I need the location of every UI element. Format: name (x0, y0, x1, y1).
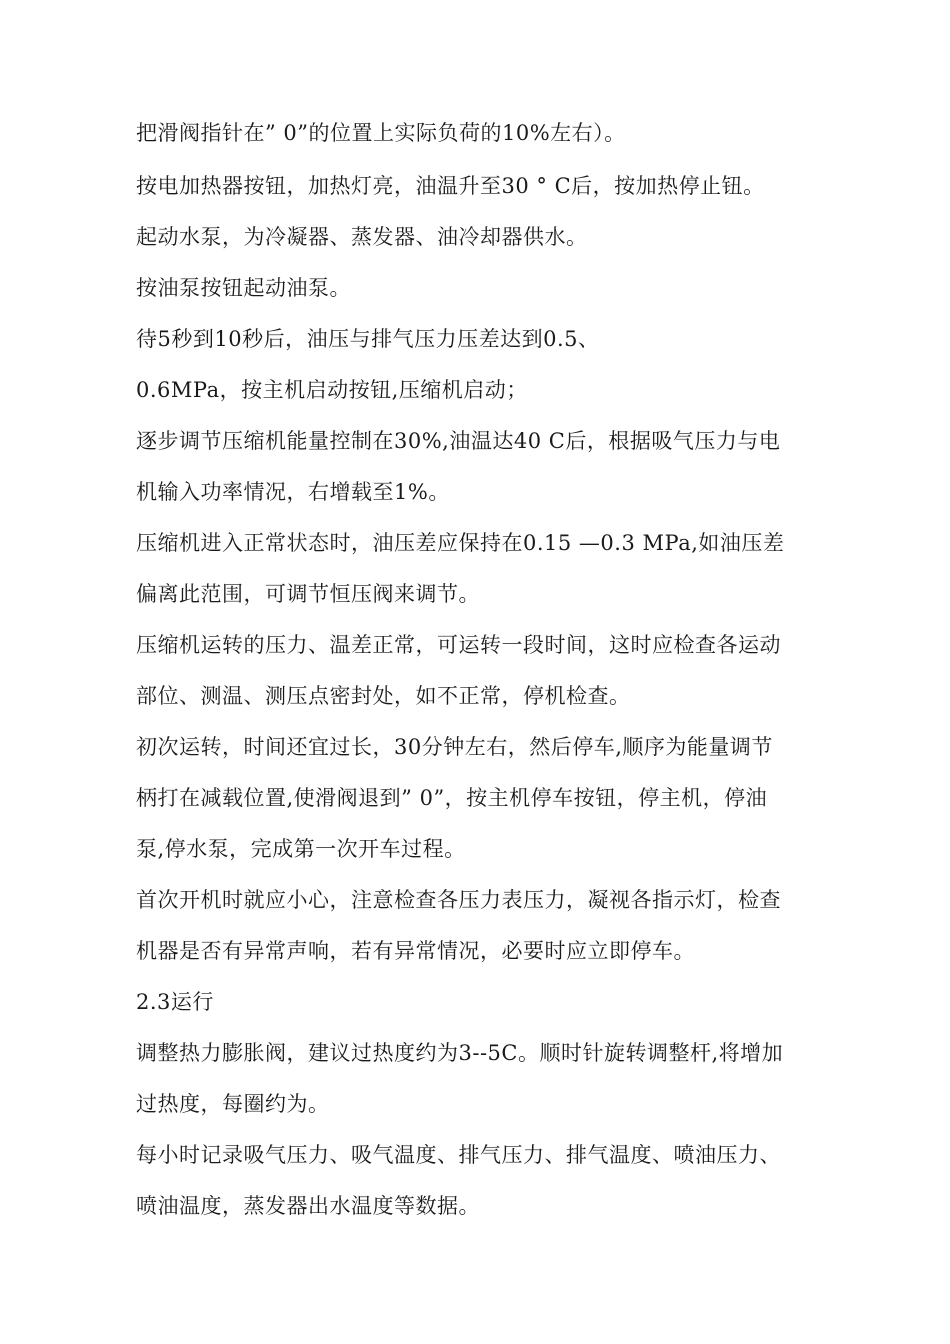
text-line: 喷油温度，蒸发器出水温度等数据。 (136, 1194, 480, 1218)
text-line: 泵,停水泵，完成第一次开车过程。 (136, 837, 466, 861)
section-heading: 2.3运行 (136, 990, 214, 1014)
text-line: 机输入功率情况，右增载至1%。 (136, 480, 450, 504)
text-line: 压缩机进入正常状态时，油压差应保持在0.15 —0.3 MPa,如油压差 (136, 531, 785, 555)
text-line: 首次开机时就应小心，注意检查各压力表压力，凝视各指示灯，检查 (136, 888, 781, 912)
text-line: 每小时记录吸气压力、吸气温度、排气压力、排气温度、喷油压力、 (136, 1143, 781, 1167)
text-line: 起动水泵，为冷凝器、蒸发器、油冷却器供水。 (136, 225, 588, 249)
text-line: 偏离此范围，可调节恒压阀来调节。 (136, 582, 480, 606)
text-line: 0.6MPa，按主机启动按钮,压缩机启动； (136, 378, 528, 402)
text-line: 压缩机运转的压力、温差正常，可运转一段时间，这时应检查各运动 (136, 633, 781, 657)
text-line: 逐步调节压缩机能量控制在30%,油温达40 C后，根据吸气压力与电 (136, 429, 781, 453)
text-line: 过热度，每圈约为。 (136, 1092, 330, 1116)
text-line: 待5秒到10秒后，油压与排气压力压差达到0.5、 (136, 327, 600, 351)
text-line: 调整热力膨胀阀，建议过热度约为3--5C。顺时针旋转调整杆,将增加 (136, 1041, 784, 1065)
text-line: 按油泵按钮起动油泵。 (136, 276, 351, 300)
text-line: 柄打在减载位置,使滑阀退到” 0”，按主机停车按钮，停主机，停油 (136, 786, 768, 810)
text-line: 部位、测温、测压点密封处，如不正常，停机检查。 (136, 684, 631, 708)
text-line: 机器是否有异常声响，若有异常情况，必要时应立即停车。 (136, 939, 695, 963)
text-line: 初次运转，时间还宜过长，30分钟左右，然后停车,顺序为能量调节 (136, 735, 773, 759)
text-line: 把滑阀指针在” 0”的位置上实际负荷的10%左右）。 (136, 121, 626, 145)
text-line: 按电加热器按钮，加热灯亮，油温升至30 ° C后，按加热停止钮。 (136, 174, 765, 198)
